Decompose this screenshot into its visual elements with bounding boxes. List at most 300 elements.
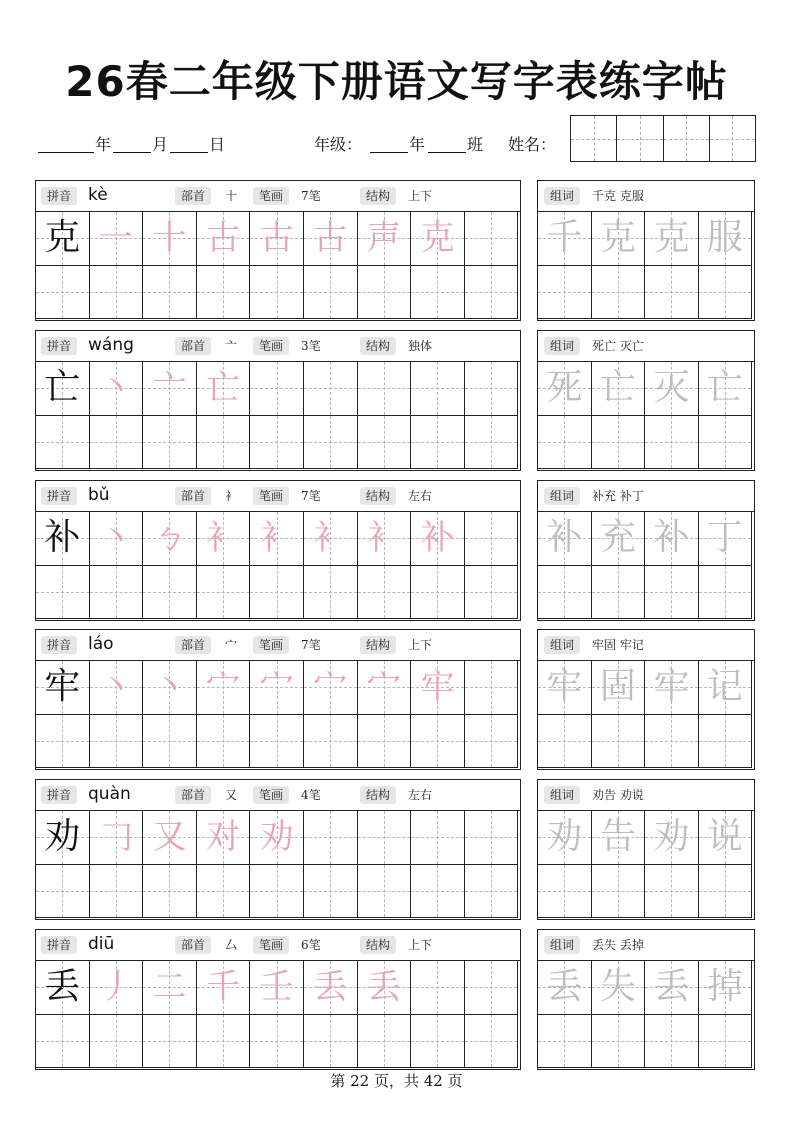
model-cell — [36, 661, 90, 715]
trace-cell[interactable] — [645, 661, 699, 715]
character-practice-block — [35, 180, 521, 321]
trace-character: 说 — [706, 816, 743, 857]
stroke-order-cell[interactable] — [197, 661, 251, 715]
trace-character: 补 — [653, 517, 690, 558]
stroke-order-cell[interactable] — [358, 661, 412, 715]
pinyin-tag: 拼音 — [41, 936, 77, 954]
writing-cell[interactable] — [250, 1015, 304, 1069]
radical-value: 衤 — [225, 489, 238, 503]
writing-cell[interactable] — [465, 212, 518, 266]
trace-character: 千 — [546, 217, 583, 258]
writing-cell[interactable] — [592, 266, 646, 320]
stroke-order-cell[interactable] — [411, 512, 465, 566]
radical-tag: 部首 — [175, 337, 211, 355]
stroke-step: 亠 — [152, 368, 187, 408]
stroke-step: ㄅ — [152, 518, 187, 558]
page-title: 26春二年级下册语文写字表练字帖 — [65, 57, 728, 106]
stroke-order-cell[interactable] — [197, 362, 251, 416]
writing-cell[interactable] — [465, 811, 518, 865]
writing-cell[interactable] — [465, 1015, 518, 1069]
writing-cell[interactable] — [143, 1015, 197, 1069]
trace-cell[interactable] — [538, 212, 592, 266]
structure-value: 左右 — [408, 788, 433, 802]
word-grid — [538, 212, 754, 320]
stroke-step: 十 — [152, 218, 187, 258]
radical-value: 亠 — [225, 339, 238, 353]
writing-cell[interactable] — [358, 811, 412, 865]
writing-cell[interactable] — [699, 865, 752, 919]
writing-cell[interactable] — [358, 566, 412, 620]
trace-cell[interactable] — [592, 362, 646, 416]
stroke-order-cell[interactable] — [304, 661, 358, 715]
stroke-order-cell[interactable] — [143, 362, 197, 416]
writing-grid — [36, 512, 520, 620]
radical-tag: 部首 — [175, 636, 211, 654]
writing-cell[interactable] — [250, 566, 304, 620]
writing-cell[interactable] — [411, 715, 465, 769]
writing-cell[interactable] — [538, 566, 592, 620]
writing-cell[interactable] — [699, 566, 752, 620]
words-tag: 组词 — [544, 187, 580, 205]
character-info-header — [36, 481, 520, 512]
trace-character: 克 — [599, 217, 636, 258]
stroke-order-cell[interactable] — [143, 961, 197, 1015]
stroke-order-cell[interactable] — [411, 212, 465, 266]
words-tag: 组词 — [544, 337, 580, 355]
writing-cell[interactable] — [699, 715, 752, 769]
model-character: 劝 — [44, 816, 81, 857]
word-grid — [538, 961, 754, 1069]
stroke-order-cell[interactable] — [143, 661, 197, 715]
grade-label: 年级： — [314, 135, 363, 154]
stroke-step: 丢 — [313, 967, 348, 1007]
writing-grid — [36, 811, 520, 919]
writing-cell[interactable] — [411, 811, 465, 865]
word-grid — [538, 811, 754, 919]
model-character: 补 — [44, 517, 81, 558]
writing-cell[interactable] — [143, 566, 197, 620]
grade-blank[interactable] — [370, 152, 408, 153]
trace-cell[interactable] — [699, 362, 752, 416]
writing-cell[interactable] — [465, 266, 518, 320]
strokes-value: 7笔 — [301, 638, 321, 652]
words-tag: 组词 — [544, 786, 580, 804]
writing-cell[interactable] — [90, 1015, 144, 1069]
trace-cell[interactable] — [538, 661, 592, 715]
stroke-order-cell[interactable] — [250, 961, 304, 1015]
trace-cell[interactable] — [699, 512, 752, 566]
stroke-step: 亡 — [206, 368, 241, 408]
writing-cell[interactable] — [699, 266, 752, 320]
words-value: 牢固 牢记 — [592, 638, 644, 652]
character-info-header — [36, 331, 520, 362]
writing-cell[interactable] — [465, 512, 518, 566]
stroke-order-cell[interactable] — [250, 811, 304, 865]
pinyin-tag: 拼音 — [41, 337, 77, 355]
stroke-order-cell[interactable] — [304, 961, 358, 1015]
word-header — [538, 930, 754, 961]
pinyin-tag: 拼音 — [41, 636, 77, 654]
writing-cell[interactable] — [90, 566, 144, 620]
word-header — [538, 780, 754, 811]
month-label: 月 — [152, 135, 169, 154]
writing-cell[interactable] — [197, 266, 251, 320]
stroke-order-cell[interactable] — [197, 811, 251, 865]
stroke-step: 古 — [259, 218, 294, 258]
writing-cell[interactable] — [143, 416, 197, 470]
stroke-order-cell[interactable] — [358, 212, 412, 266]
stroke-step: 丶 — [98, 667, 133, 707]
writing-cell[interactable] — [538, 865, 592, 919]
stroke-step: 古 — [206, 218, 241, 258]
word-practice-block — [537, 180, 755, 321]
stroke-step: 丢 — [366, 967, 401, 1007]
radical-tag: 部首 — [175, 786, 211, 804]
trace-cell[interactable] — [592, 811, 646, 865]
structure-tag: 结构 — [360, 487, 396, 505]
writing-cell[interactable] — [645, 865, 699, 919]
strokes-tag: 笔画 — [253, 487, 289, 505]
trace-cell[interactable] — [645, 811, 699, 865]
model-cell — [36, 512, 90, 566]
trace-cell[interactable] — [699, 811, 752, 865]
trace-cell[interactable] — [699, 661, 752, 715]
writing-cell[interactable] — [304, 362, 358, 416]
writing-cell[interactable] — [250, 362, 304, 416]
trace-cell[interactable] — [592, 661, 646, 715]
words-tag: 组词 — [544, 487, 580, 505]
trace-character: 掉 — [706, 966, 743, 1007]
year-label: 年 — [95, 135, 112, 154]
character-info-header — [36, 181, 520, 212]
writing-cell[interactable] — [358, 266, 412, 320]
grade-year-label: 年 — [409, 135, 426, 154]
stroke-step: 古 — [313, 218, 348, 258]
stroke-step: 衤 — [206, 518, 241, 558]
strokes-value: 7笔 — [301, 189, 321, 203]
trace-character: 失 — [599, 966, 636, 1007]
writing-cell[interactable] — [304, 715, 358, 769]
trace-character: 充 — [599, 517, 636, 558]
stroke-order-cell[interactable] — [358, 961, 412, 1015]
stroke-step: 丶 — [98, 518, 133, 558]
pinyin-value: bǔ — [88, 485, 110, 505]
writing-cell[interactable] — [143, 715, 197, 769]
radical-tag: 部首 — [175, 936, 211, 954]
writing-cell[interactable] — [411, 961, 465, 1015]
trace-character: 灭 — [653, 367, 690, 408]
stroke-order-cell[interactable] — [90, 212, 144, 266]
writing-cell[interactable] — [465, 362, 518, 416]
writing-cell[interactable] — [645, 416, 699, 470]
class-blank[interactable] — [428, 152, 466, 153]
word-header — [538, 630, 754, 661]
writing-cell[interactable] — [645, 715, 699, 769]
trace-cell[interactable] — [645, 362, 699, 416]
writing-cell[interactable] — [465, 661, 518, 715]
word-grid — [538, 661, 754, 769]
character-practice-block — [35, 779, 521, 920]
day-label: 日 — [209, 135, 226, 154]
model-cell — [36, 362, 90, 416]
writing-cell[interactable] — [538, 416, 592, 470]
structure-tag: 结构 — [360, 337, 396, 355]
writing-cell[interactable] — [250, 715, 304, 769]
writing-cell[interactable] — [592, 865, 646, 919]
stroke-step: 宀 — [366, 667, 401, 707]
stroke-order-cell[interactable] — [304, 512, 358, 566]
trace-character: 牢 — [546, 666, 583, 707]
stroke-step: 宀 — [206, 667, 241, 707]
stroke-step: 丶 — [152, 667, 187, 707]
stroke-step: 宀 — [313, 667, 348, 707]
writing-cell[interactable] — [538, 715, 592, 769]
trace-character: 丁 — [706, 517, 743, 558]
pinyin-value: quàn — [88, 784, 131, 804]
writing-cell[interactable] — [358, 1015, 412, 1069]
structure-tag: 结构 — [360, 936, 396, 954]
writing-cell[interactable] — [304, 266, 358, 320]
pinyin-value: kè — [88, 185, 108, 205]
writing-cell[interactable] — [250, 266, 304, 320]
words-value: 死亡 灭亡 — [592, 339, 644, 353]
trace-cell[interactable] — [538, 512, 592, 566]
writing-cell[interactable] — [411, 362, 465, 416]
stroke-step: 千 — [206, 967, 241, 1007]
trace-cell[interactable] — [645, 512, 699, 566]
trace-character: 丢 — [546, 966, 583, 1007]
stroke-step: 丶 — [98, 368, 133, 408]
trace-character: 丢 — [653, 966, 690, 1007]
writing-cell[interactable] — [645, 266, 699, 320]
trace-character: 劝 — [653, 816, 690, 857]
writing-cell[interactable] — [304, 1015, 358, 1069]
trace-cell[interactable] — [538, 811, 592, 865]
words-value: 千克 克服 — [592, 189, 644, 203]
character-practice-block — [35, 480, 521, 621]
stroke-order-cell[interactable] — [90, 362, 144, 416]
stroke-order-cell[interactable] — [143, 512, 197, 566]
radical-value: 宀 — [225, 638, 238, 652]
stroke-order-cell[interactable] — [143, 212, 197, 266]
writing-cell[interactable] — [197, 416, 251, 470]
trace-character: 死 — [546, 367, 583, 408]
writing-cell[interactable] — [592, 416, 646, 470]
stroke-order-cell[interactable] — [304, 212, 358, 266]
model-character: 克 — [44, 217, 81, 258]
writing-cell[interactable] — [411, 266, 465, 320]
writing-cell[interactable] — [36, 566, 90, 620]
writing-cell[interactable] — [143, 865, 197, 919]
trace-character: 记 — [706, 666, 743, 707]
writing-cell[interactable] — [358, 865, 412, 919]
writing-cell[interactable] — [304, 811, 358, 865]
trace-cell[interactable] — [699, 212, 752, 266]
writing-cell[interactable] — [592, 1015, 646, 1069]
stroke-order-cell[interactable] — [250, 212, 304, 266]
writing-cell[interactable] — [592, 715, 646, 769]
month-blank[interactable] — [113, 152, 151, 153]
writing-cell[interactable] — [143, 266, 197, 320]
word-grid — [538, 362, 754, 470]
trace-cell[interactable] — [538, 362, 592, 416]
character-info-header — [36, 630, 520, 661]
trace-character: 服 — [706, 217, 743, 258]
model-character: 亡 — [44, 367, 81, 408]
writing-cell[interactable] — [465, 715, 518, 769]
stroke-step: 二 — [152, 967, 187, 1007]
trace-cell[interactable] — [699, 961, 752, 1015]
strokes-tag: 笔画 — [253, 337, 289, 355]
writing-cell[interactable] — [538, 266, 592, 320]
trace-cell[interactable] — [592, 512, 646, 566]
trace-cell[interactable] — [645, 961, 699, 1015]
writing-cell[interactable] — [90, 865, 144, 919]
strokes-tag: 笔画 — [253, 636, 289, 654]
stroke-step: 一 — [98, 218, 133, 258]
trace-cell[interactable] — [592, 961, 646, 1015]
writing-cell[interactable] — [699, 416, 752, 470]
character-practice-block — [35, 330, 521, 471]
stroke-order-cell[interactable] — [411, 661, 465, 715]
writing-cell[interactable] — [197, 865, 251, 919]
writing-cell[interactable] — [36, 865, 90, 919]
writing-cell[interactable] — [36, 416, 90, 470]
word-practice-block — [537, 629, 755, 770]
structure-value: 上下 — [408, 189, 433, 203]
stroke-order-cell[interactable] — [90, 661, 144, 715]
writing-cell[interactable] — [90, 416, 144, 470]
writing-cell[interactable] — [304, 566, 358, 620]
stroke-step: 牢 — [420, 667, 455, 707]
structure-tag: 结构 — [360, 187, 396, 205]
stroke-step: 丿 — [98, 967, 133, 1007]
writing-cell[interactable] — [411, 1015, 465, 1069]
writing-cell[interactable] — [411, 865, 465, 919]
trace-character: 亡 — [706, 367, 743, 408]
name-label: 姓名： — [508, 135, 557, 154]
writing-cell[interactable] — [36, 715, 90, 769]
writing-cell[interactable] — [250, 865, 304, 919]
stroke-order-cell[interactable] — [143, 811, 197, 865]
writing-cell[interactable] — [197, 715, 251, 769]
model-cell — [36, 961, 90, 1015]
radical-value: 厶 — [225, 938, 238, 952]
writing-cell[interactable] — [465, 566, 518, 620]
writing-cell[interactable] — [90, 266, 144, 320]
stroke-step: 𠃌 — [98, 817, 133, 857]
stroke-order-cell[interactable] — [197, 961, 251, 1015]
writing-cell[interactable] — [358, 362, 412, 416]
writing-cell[interactable] — [304, 416, 358, 470]
word-practice-block — [537, 480, 755, 621]
stroke-step: 克 — [420, 218, 455, 258]
pinyin-tag: 拼音 — [41, 786, 77, 804]
writing-cell[interactable] — [304, 865, 358, 919]
character-info-header — [36, 930, 520, 961]
writing-cell[interactable] — [465, 865, 518, 919]
stroke-order-cell[interactable] — [90, 961, 144, 1015]
stroke-order-cell[interactable] — [250, 512, 304, 566]
writing-cell[interactable] — [465, 416, 518, 470]
year-blank[interactable] — [38, 152, 94, 153]
stroke-step: 声 — [366, 218, 401, 258]
trace-character: 克 — [653, 217, 690, 258]
writing-cell[interactable] — [197, 1015, 251, 1069]
writing-grid — [36, 661, 520, 769]
writing-cell[interactable] — [465, 961, 518, 1015]
pinyin-value: láo — [88, 634, 114, 654]
writing-cell[interactable] — [197, 566, 251, 620]
stroke-step: 劝 — [259, 817, 294, 857]
stroke-order-cell[interactable] — [197, 512, 251, 566]
stroke-order-cell[interactable] — [197, 212, 251, 266]
class-label: 班 — [467, 135, 484, 154]
model-character: 丢 — [44, 966, 81, 1007]
day-blank[interactable] — [170, 152, 208, 153]
stroke-order-cell[interactable] — [250, 661, 304, 715]
writing-cell[interactable] — [411, 566, 465, 620]
words-value: 丢失 丢掉 — [592, 938, 644, 952]
trace-cell[interactable] — [592, 212, 646, 266]
strokes-tag: 笔画 — [253, 187, 289, 205]
writing-cell[interactable] — [645, 1015, 699, 1069]
stroke-order-cell[interactable] — [90, 811, 144, 865]
character-practice-block — [35, 929, 521, 1070]
model-character: 牢 — [44, 666, 81, 707]
trace-character: 固 — [599, 666, 636, 707]
stroke-order-cell[interactable] — [90, 512, 144, 566]
writing-cell[interactable] — [250, 416, 304, 470]
words-value: 劝告 劝说 — [592, 788, 644, 802]
words-value: 补充 补丁 — [592, 489, 644, 503]
writing-cell[interactable] — [358, 416, 412, 470]
writing-cell[interactable] — [592, 566, 646, 620]
word-header — [538, 181, 754, 212]
writing-cell[interactable] — [699, 1015, 752, 1069]
pinyin-tag: 拼音 — [41, 487, 77, 505]
strokes-value: 3笔 — [301, 339, 321, 353]
structure-value: 上下 — [408, 938, 433, 952]
writing-cell[interactable] — [645, 566, 699, 620]
trace-cell[interactable] — [538, 961, 592, 1015]
writing-cell[interactable] — [411, 416, 465, 470]
words-tag: 组词 — [544, 936, 580, 954]
writing-cell[interactable] — [90, 715, 144, 769]
strokes-value: 4笔 — [301, 788, 321, 802]
structure-tag: 结构 — [360, 636, 396, 654]
trace-character: 告 — [599, 816, 636, 857]
trace-character: 亡 — [599, 367, 636, 408]
radical-value: 十 — [225, 189, 238, 203]
trace-character: 牢 — [653, 666, 690, 707]
page-number: 第 22 页，共 42 页 — [330, 1072, 463, 1090]
strokes-tag: 笔画 — [253, 936, 289, 954]
word-header — [538, 331, 754, 362]
word-practice-block — [537, 330, 755, 471]
pinyin-value: diū — [88, 934, 115, 954]
trace-cell[interactable] — [645, 212, 699, 266]
writing-cell[interactable] — [538, 1015, 592, 1069]
model-cell — [36, 212, 90, 266]
writing-cell[interactable] — [36, 1015, 90, 1069]
writing-cell[interactable] — [358, 715, 412, 769]
character-info-header — [36, 780, 520, 811]
words-tag: 组词 — [544, 636, 580, 654]
stroke-order-cell[interactable] — [358, 512, 412, 566]
name-grid[interactable] — [570, 115, 756, 162]
writing-cell[interactable] — [36, 266, 90, 320]
